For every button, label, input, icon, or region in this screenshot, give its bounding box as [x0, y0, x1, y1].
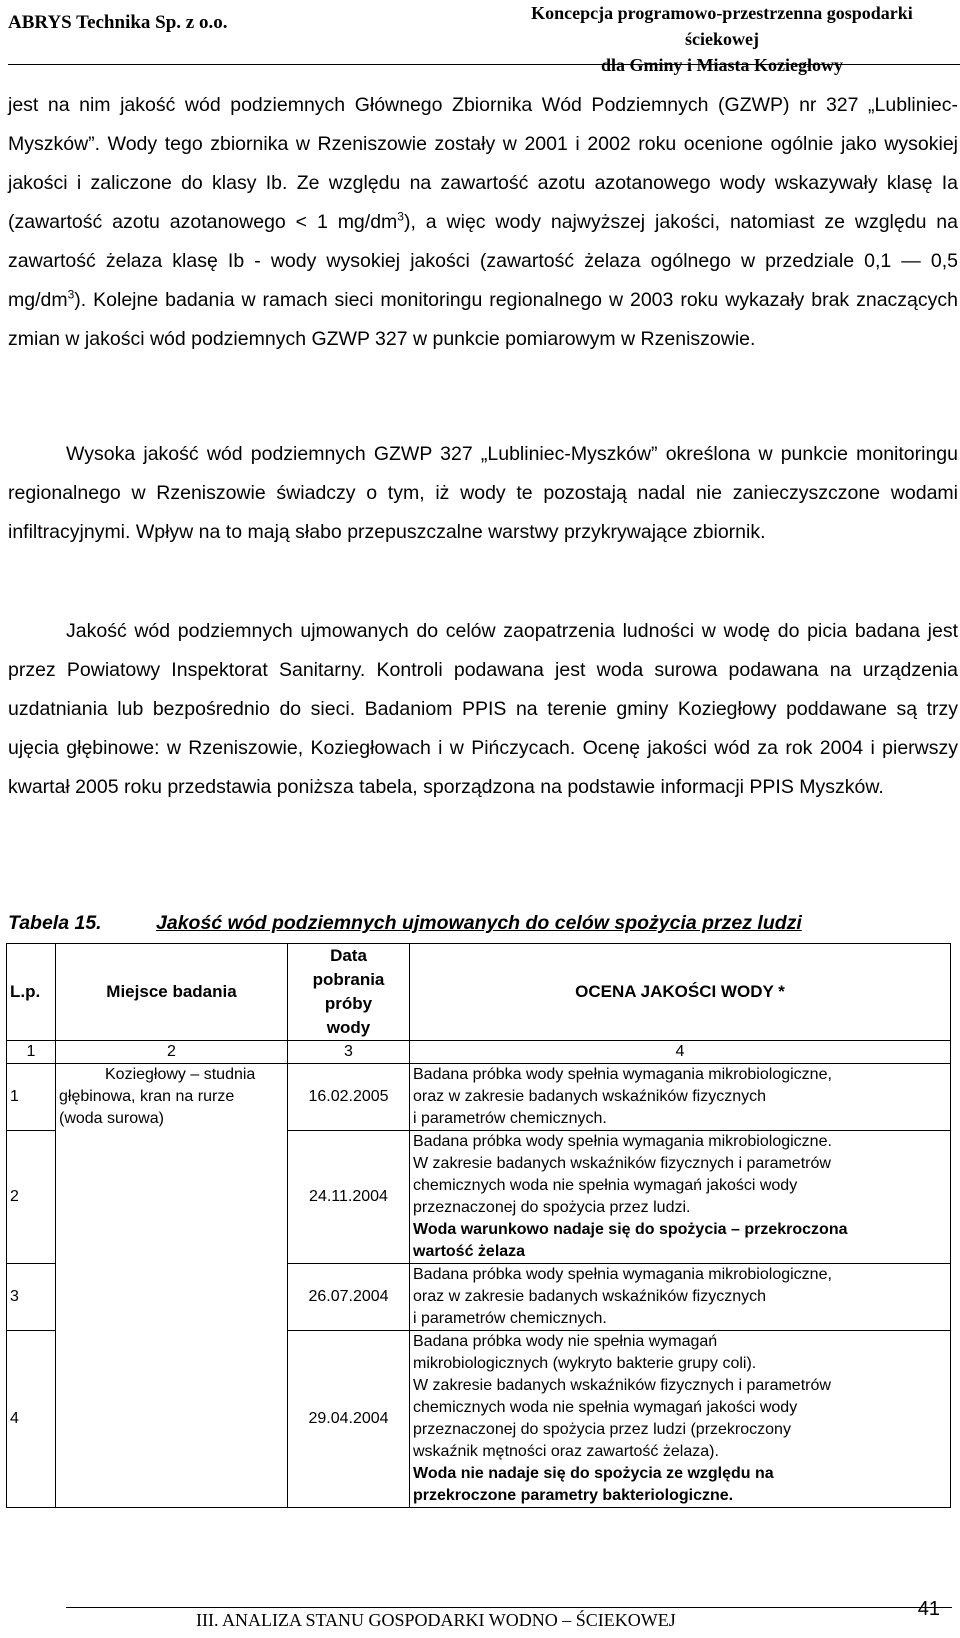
paragraph-1-text-a: jest na nim jakość wód podziemnych Głównego Zbiornika Wód Podziemnych (GZWP) nr 327 „Lubliniec-Myszków”. Wody tego zbiornika w Rzeniszowie zostały w 2001 i 2002 roku ocenione ogólnie jako wysokiej jakości i zaliczone do klasy Ib. Ze względu na zawartość azotu azotanowego wody wskazywały klasę Ia (zawartość azotu azotanowego < 1 mg/dm — [8, 94, 958, 233]
assessment-line: wskaźnik mętności oraz zawartość żelaza). — [413, 1443, 719, 1460]
place-line: Koziegłowy – studnia — [105, 1066, 256, 1083]
column-number-row — [7, 1041, 951, 1064]
paragraph-2 — [8, 435, 958, 552]
paragraph-2-text: Wysoka jakość wód podziemnych GZWP 327 „Lubliniec-Myszków” określona w punkcie monitoringu regionalnego w Rzeniszowie świadczy o tym, iż wody te pozostają nadal nie zanieczyszczone wodami infiltracyjnymi. Wpływ na to mają słabo przepuszczalne warstwy przykrywające zbiornik. — [8, 443, 958, 543]
footer-divider — [66, 1607, 952, 1608]
assessment-line: i parametrów chemicznych. — [413, 1310, 607, 1327]
cell-lp: 2 — [7, 1131, 56, 1264]
header-date-line: pobrania — [312, 970, 385, 989]
assessment-line: Badana próbka wody spełnia wymagania mikrobiologiczne, — [413, 1066, 832, 1083]
paragraph-1 — [8, 86, 958, 359]
table-row — [7, 1064, 951, 1131]
superscript: 3 — [67, 287, 75, 302]
header-company: ABRYS Technika Sp. z o.o. — [8, 12, 228, 33]
place-line: głębinowa, kran na rurze — [59, 1088, 235, 1105]
column-number: 2 — [56, 1041, 288, 1064]
assessment-verdict-line: przekroczone parametry bakteriologiczne. — [413, 1487, 734, 1504]
column-number: 4 — [410, 1041, 951, 1064]
cell-assessment — [410, 1331, 951, 1508]
assessment-line: Badana próbka wody spełnia wymagania mikrobiologiczne. — [413, 1133, 832, 1150]
table-caption — [8, 912, 958, 935]
cell-lp: 4 — [7, 1331, 56, 1508]
cell-lp: 3 — [7, 1264, 56, 1331]
cell-assessment — [410, 1064, 951, 1131]
assessment-verdict-line: wartość żelaza — [413, 1243, 526, 1260]
column-number: 1 — [7, 1041, 56, 1064]
assessment-line: Badana próbka wody nie spełnia wymagań — [413, 1333, 718, 1350]
header-date-line: próby — [324, 994, 373, 1013]
assessment-line: oraz w zakresie badanych wskaźników fizycznych — [413, 1288, 767, 1305]
header-place: Miejsce badania — [56, 944, 288, 1041]
superscript: 3 — [397, 209, 404, 224]
paragraph-3-text: Jakość wód podziemnych ujmowanych do celów zaopatrzenia ludności w wodę do picia badana jest przez Powiatowy Inspektorat Sanitarny. Kontroli podawana jest woda surowa podawana na urządzenia uzdatniania lub bezpośrednio do sieci. Badaniom PPIS na terenie gminy Koziegłowy poddawane są trzy ujęcia głębinowe: w Rzeniszowie, Koziegłowach i w Pińczycach. Ocenę jakości wód za rok 2004 i pierwszy kwartał 2005 roku przedstawia poniższa tabela, sporządzona na podstawie informacji PPIS Myszków. — [8, 620, 958, 798]
assessment-line: chemicznych woda nie spełnia wymagań jakości wody — [413, 1399, 798, 1416]
assessment-verdict-line: Woda warunkowo nadaje się do spożycia – przekroczona — [413, 1221, 848, 1238]
place-line: (woda surowa) — [59, 1110, 164, 1127]
header-title-line1: Koncepcja programowo-przestrzenna gospodarki ściekowej — [531, 3, 913, 49]
header-title — [502, 0, 942, 78]
assessment-line: W zakresie badanych wskaźników fizycznych i parametrów — [413, 1155, 831, 1172]
paragraph-1-text-b: ), a więc wody najwyższej jakości, natomiast ze względu na zawartość żelaza klasę Ib - wody wysokiej jakości (zawartość żelaza ogólnego w przedziale 0,1 — 0,5 mg/dm — [8, 211, 958, 311]
table-header-row — [7, 944, 951, 1041]
cell-date: 29.04.2004 — [288, 1331, 410, 1508]
cell-date: 24.11.2004 — [288, 1131, 410, 1264]
page-number: 41 — [917, 1598, 940, 1620]
table-caption-title: Jakość wód podziemnych ujmowanych do celów spożycia przez ludzi — [156, 912, 802, 934]
assessment-line: chemicznych woda nie spełnia wymagań jakości wody — [413, 1177, 798, 1194]
assessment-line: i parametrów chemicznych. — [413, 1110, 607, 1127]
header-divider — [8, 64, 960, 65]
footer-section-title: III. ANALIZA STANU GOSPODARKI WODNO – ŚCIEKOWEJ — [196, 1610, 676, 1630]
cell-lp: 1 — [7, 1064, 56, 1131]
header-lp: L.p. — [7, 944, 56, 1041]
header-assessment: OCENA JAKOŚCI WODY * — [410, 944, 951, 1041]
cell-assessment — [410, 1264, 951, 1331]
assessment-line: przeznaczonej do spożycia przez ludzi (przekroczony — [413, 1421, 791, 1438]
water-quality-table — [6, 943, 951, 1508]
header-date — [288, 944, 410, 1041]
column-number: 3 — [288, 1041, 410, 1064]
table-caption-number: Tabela 15. — [8, 912, 102, 934]
assessment-line: mikrobiologicznych (wykryto bakterie grupy coli). — [413, 1355, 757, 1372]
header-title-line2: dla Gminy i Miasta Koziegłowy — [601, 55, 843, 75]
assessment-verdict-line: Woda nie nadaje się do spożycia ze względu na — [413, 1465, 774, 1482]
cell-place — [56, 1064, 288, 1508]
header-date-line: Data — [330, 946, 367, 965]
header-date-line: wody — [326, 1018, 371, 1037]
cell-date: 16.02.2005 — [288, 1064, 410, 1131]
assessment-line: W zakresie badanych wskaźników fizycznych i parametrów — [413, 1377, 831, 1394]
cell-assessment — [410, 1131, 951, 1264]
paragraph-1-text-c: ). Kolejne badania w ramach sieci monitoringu regionalnego w 2003 roku wykazały brak znaczących zmian w jakości wód podziemnych GZWP 327 w punkcie pomiarowym w Rzeniszowie. — [8, 289, 958, 350]
assessment-line: przeznaczonej do spożycia przez ludzi. — [413, 1199, 691, 1216]
assessment-line: Badana próbka wody spełnia wymagania mikrobiologiczne, — [413, 1266, 832, 1283]
assessment-line: oraz w zakresie badanych wskaźników fizycznych — [413, 1088, 767, 1105]
paragraph-3 — [8, 612, 958, 807]
cell-date: 26.07.2004 — [288, 1264, 410, 1331]
